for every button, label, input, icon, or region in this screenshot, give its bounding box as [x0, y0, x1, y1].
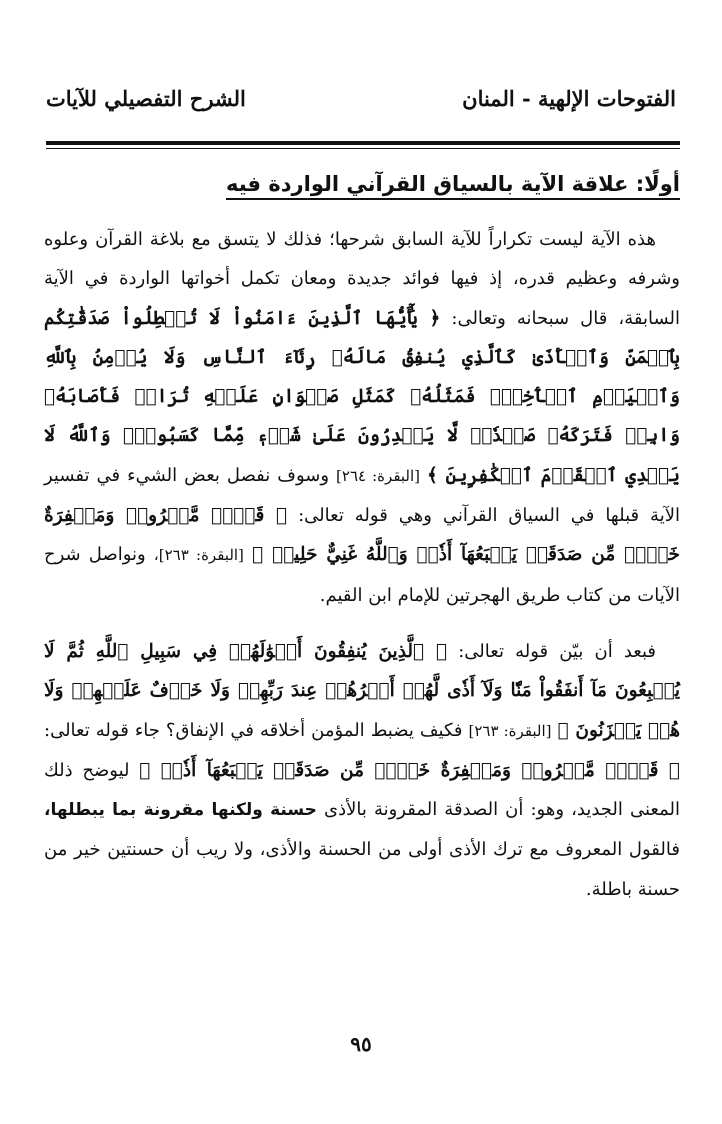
quran-verse-2: ﴿ قَوۡلٞ مَّعۡرُوفٞ وَمَغۡفِرَةٌ خَيۡرٞ مِّن صَدَقَةٖ يَتۡبَعُهَآ أَذٗىۗ وَٱللَّهُ غَنِيٌّ حَلِيمٞ ﴾: [44, 505, 680, 566]
verse-reference-1: [البقرة: ٢٦٤]: [336, 466, 421, 485]
page-number: ٩٥: [350, 1032, 372, 1056]
paragraph-2-text-3: ليوضح ذلك المعنى الجديد، وهو: أن الصدقة المقرونة بالأذى: [44, 759, 680, 821]
paragraph-1-text-2: وسوف نفصل بعض الشيء في تفسير الآية قبلها في السياق القرآني وهي قوله تعالى:: [44, 464, 680, 527]
paragraph-2: [44, 632, 680, 909]
header-rule-thin: [46, 148, 680, 149]
chapter-title: الشرح التفصيلي للآيات: [46, 86, 246, 111]
book-title: الفتوحات الإلهية - المنان: [462, 86, 676, 111]
emphasized-text: حسنة ولكنها مقرونة بما يبطلها،: [44, 800, 317, 821]
paragraph-1-text-3: ونواصل شرح الآيات من كتاب طريق الهجرتين للإمام ابن القيم.: [44, 544, 680, 606]
paragraph-2-text-1: فبعد أن بيّن قوله تعالى:: [458, 640, 656, 662]
verse-reference-3: [البقرة: ٢٦٣]: [468, 721, 552, 740]
paragraph-1: [44, 220, 680, 615]
quran-verse-3: ﴿ ٱلَّذِينَ يُنفِقُونَ أَمۡوَٰلَهُمۡ فِي سَبِيلِ ٱللَّهِ ثُمَّ لَا يُتۡبِعُونَ مَآ أَنفَقُواْ مَنّٗا وَلَآ أَذٗى لَّهُمۡ أَجۡرُهُمۡ عِندَ رَبِّهِمۡ وَلَا خَوۡفٌ عَلَيۡهِمۡ وَلَا هُمۡ يَحۡزَنُونَ ﴾: [44, 640, 680, 741]
paragraph-2-text-4: فالقول المعروف مع ترك الأذى أولى من الحسنة والأذى، ولا ريب أن حسنتين خير من حسنة باطلة.: [44, 839, 680, 900]
running-header: [46, 80, 676, 120]
section-heading: أولًا: علاقة الآية بالسياق القرآني الواردة فيه: [226, 172, 680, 200]
paragraph-1-text-1: هذه الآية ليست تكراراً للآية السابق شرحها؛ فذلك لا يتسق مع بلاغة القرآن وعلوه وشرفه وعظيم قدره، إذ فيها فوائد جديدة ومعان تكمل أخواتها الواردة في الآية السابقة، قال سبحانه وتعالى:: [44, 229, 680, 329]
quran-verse-1: ﴿ يَٰٓأَيُّهَا ٱلَّذِينَ ءَامَنُواْ لَا تُبۡطِلُواْ صَدَقَٰتِكُم بِٱلۡمَنِّ وَٱلۡأَذَىٰ كَٱلَّذِي يُنفِقُ مَالَهُۥ رِئَآءَ ٱلنَّاسِ وَلَا يُؤۡمِنُ بِٱللَّهِ وَٱلۡيَوۡمِ ٱلۡأٓخِرِۖ فَمَثَلُهُۥ كَمَثَلِ صَفۡوَانٍ عَلَيۡهِ تُرَابٞ فَأَصَابَهُۥ وَابِلٞ فَتَرَكَهُۥ صَلۡدٗاۖ لَّا يَقۡدِرُونَ عَلَىٰ شَيۡءٖ مِّمَّا كَسَبُواْۗ وَٱللَّهُ لَا يَهۡدِي ٱلۡقَوۡمَ ٱلۡكَٰفِرِينَ ﴾: [44, 307, 680, 486]
header-rule-thick: [46, 141, 680, 145]
verse-reference-2: [البقرة: ٢٦٣]،: [153, 546, 244, 565]
paragraph-2-text-2: فكيف يضبط المؤمن أخلاقه في الإنفاق؟ جاء قوله تعالى:: [44, 719, 463, 741]
body-text: [44, 220, 680, 909]
quran-verse-4: ﴿ قَوۡلٞ مَّعۡرُوفٞ وَمَغۡفِرَةٌ خَيۡرٞ مِّن صَدَقَةٖ يَتۡبَعُهَآ أَذٗىۗ ﴾: [139, 759, 680, 781]
